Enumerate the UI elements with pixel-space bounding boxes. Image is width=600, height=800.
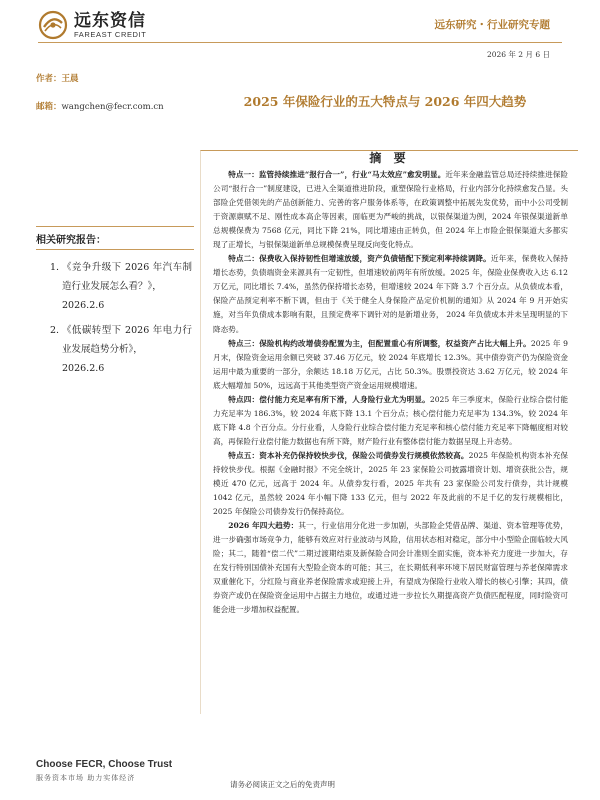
company-logo (38, 10, 146, 40)
paragraph-text: 2025 年 9 月末，保险资金运用余额已突破 37.46 万亿元，较 2024 年底增长 12.3%。其中债券资产仍为保险资金运用中最为重要的一部分，余额达 18.18 万亿元，占比 50.3%。股票投资达 3.62 万亿元，较 2024 年底大幅增加 50%，远远高于其他类型资产资金运用规模增速。 (213, 338, 568, 390)
paragraph-text: 近年来，保费收入保持增长态势，负债端资金来源具有一定韧性，但增速较前两年有所放缓。2025 年，保险业保费收入达 6.12 万亿元，同比增长 7.4%，虽然仍保持增长态势，但增速较 2024 年下降 3.7 个百分点。从负债成本看，保险产品预定利率不断下调，但由于《关于健全人身保险产品定价机制的通知》从 2024 年 9 月开始实施，对当年负债成本影响有限，且预定费率下调针对的是新增业务， 2024 年负债成本并未呈现明显的下降态势。 (213, 254, 569, 334)
related-report-title: 《竞争升级下 2026 年汽车制造行业发展怎么看？》， (62, 262, 192, 292)
summary-body (213, 168, 568, 618)
paragraph-lead: 特点五：资本补充仍保持较快步伐，保险公司债券发行规模依然较高。 (228, 450, 469, 460)
paragraph-lead: 特点二：保费收入保持韧性但增速放缓，资产负债错配下预定利率持续调降。 (228, 254, 491, 264)
email-label: 邮箱： (36, 102, 62, 112)
paragraph-text: 其一，行业信用分化进一步加剧，头部险企凭借品牌、渠道、资本管理等优势，进一步确强市场竞争力，能够有效应对行业波动与风险，信用状态相对稳定，部分中小型险企面临较大风险；其二，随着“偿二代”二期过渡期结束及新保险合同会计准则全面实施，资本补充力度进一步加大，存在发行特别国债补充国有大型险企资本的可能；其三，在长期低利率环境下居民财富管理与养老保障需求双重催化下，分红险与商业养老保险需求或迎接上升，有望成为保险行业收入增长的核心引擎；其四，债券资产或仍在保险资金运用中占据主力地位，或通过进一步拉长久期提高资产负债匹配程度，同时险资可能会进一步增加权益配置。 (213, 521, 569, 615)
footer-slogan: Choose FECR, Choose Trust (36, 759, 173, 770)
logo-name-en: FAREAST CREDIT (74, 29, 147, 39)
related-report-date: 2026.2.6 (62, 363, 105, 374)
summary-paragraph (213, 252, 568, 336)
header-divider (38, 42, 562, 43)
page-title: 2025 年保险行业的五大特点与 2026 年四大趋势 (243, 94, 527, 109)
summary-paragraph (213, 449, 568, 519)
logo-name-cn: 远东资信 (74, 10, 146, 31)
fareast-logo-icon (38, 10, 68, 40)
email-address[interactable]: wangchen@fecr.com.cn (61, 102, 164, 112)
related-divider-top (36, 226, 194, 227)
report-date: 2026 年 2 月 6 日 (486, 50, 550, 59)
summary-paragraph (213, 168, 568, 252)
related-divider-bottom (36, 249, 194, 250)
paragraph-lead: 特点三：保险机构约改增债券配置为主，但配置重心有所调整，权益资产占比大幅上升。 (228, 338, 531, 348)
summary-heading: 摘 要 (369, 151, 410, 165)
related-report-date: 2026.2.6 (62, 300, 105, 311)
paragraph-text: 2025 年保险机构资本补充保持较快步伐。根据《金融时报》不完全统计，2025 年 23 家保险公司披露增资计划、增资获批公告，规模近 470 亿元，远高于 2024 年。从债券发行看，2025 年共有 23 家保险公司发行债券，共计规模 1042 亿元，虽然较 2024 年小幅下降 133 亿元，但与 2022 年及此前的不足千亿的发行规模相比，2025 年保险公司债券发行仍保持高位。 (213, 450, 568, 517)
related-report-2[interactable] (50, 321, 192, 378)
footer-slogan-cn: 服务资本市场 助力实体经济 (36, 774, 136, 782)
paragraph-lead: 特点一：监管持续推进“报行合一”，行业“马太效应”愈发明显。 (228, 170, 446, 179)
related-reports-list (50, 258, 192, 378)
summary-paragraph (213, 519, 568, 617)
disclaimer-note: 请务必阅读正文之后的免责声明 (230, 780, 335, 789)
paragraph-lead: 特点四：偿付能力充足率有所下滑，人身险行业尤为明显。 (228, 394, 430, 404)
related-report-title: 《低碳转型下 2026 年电力行业发展趋势分析》， (62, 325, 192, 355)
summary-paragraph (213, 393, 568, 449)
summary-paragraph (213, 337, 568, 393)
report-series: 远东研究・行业研究专题 (434, 19, 550, 31)
related-report-number: 1. (50, 262, 60, 273)
summary-section (200, 150, 578, 714)
related-report-number: 2. (50, 325, 60, 336)
paragraph-lead: 2026 年四大趋势： (228, 521, 299, 531)
paragraph-text: 近年来金融监管总局还持续推进保险公司“报行合一”制度建设，已进入全渠道推进阶段，重塑保险行业格局，行业内部分化持续愈发凸显。头部险企凭借领先的产品创新能力、完善的客户服务体系等，在政策调整中拓展先发优势，而中小公司受制于资源禀赋不足、刚性成本高企等因素，面临更为严峻的挑战，以银保渠道为例，2024 年银保渠道新单总规模保费为 7568 亿元，同比下降 21%，同比增速由正转负，但 2024 年上市险企银保渠道大多都实现了正增长，与银保渠道新单总规模保费呈现反向变化特点。 (213, 170, 569, 250)
author-email (36, 100, 164, 112)
related-reports-title: 相关研究报告： (36, 235, 106, 246)
paragraph-text: 2025 年三季度末，保险行业综合偿付能力充足率为 186.3%，较 2024 年底下降 13.1 个百分点；核心偿付能力充足率为 134.3%，较 2024 年底下降 4.8 个百分点。分行业看，人身险行业综合偿付能力充足率和核心偿付能力充足率下降幅度相对较高，再保险行业偿付能力数据也有所下降，财产险行业有整体偿付能力数据呈现上升态势。 (213, 394, 568, 446)
author-name: 作者：王晨 (36, 74, 79, 84)
related-report-1[interactable] (50, 258, 192, 315)
